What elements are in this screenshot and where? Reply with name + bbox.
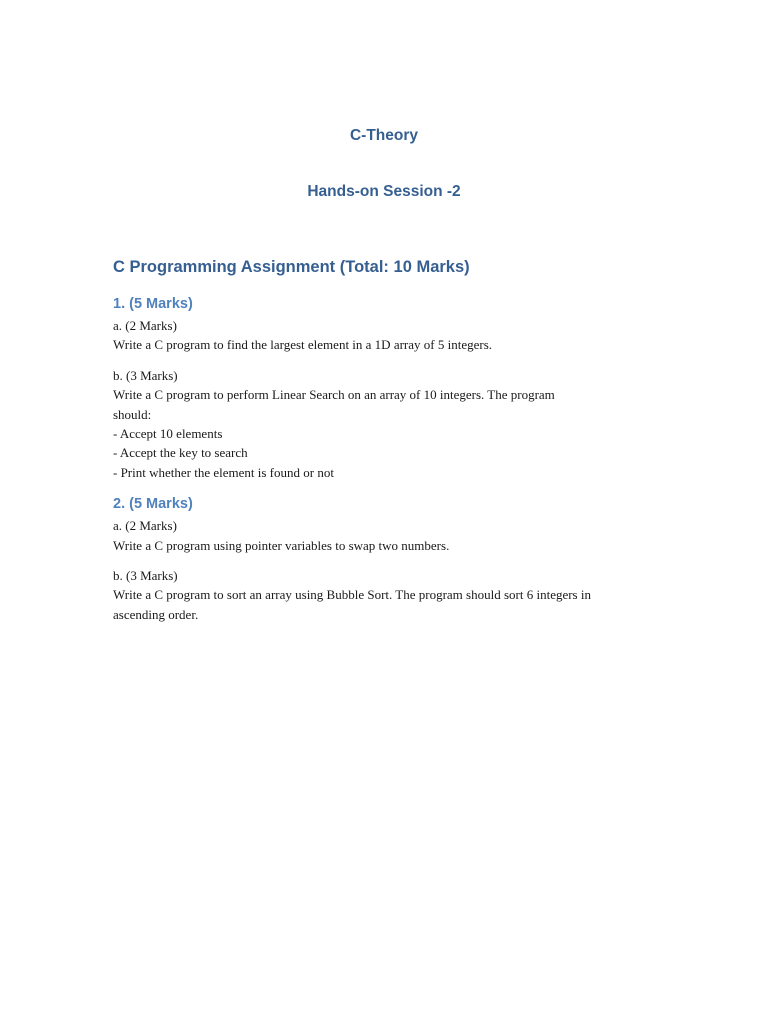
document-subtitle: Hands-on Session -2 (307, 183, 461, 200)
question-2 (113, 494, 673, 624)
part-text-line: Write a C program using pointer variables to swap two numbers. (113, 537, 450, 553)
part-text-line: Write a C program to perform Linear Search on an array of 10 integers. The program (113, 387, 555, 403)
question-2-part-a (113, 516, 673, 555)
document-title: C-Theory (349, 127, 419, 144)
question-1 (113, 294, 673, 482)
part-text-line: should: (113, 406, 152, 422)
part-list-item: - Accept the key to search (113, 445, 248, 461)
question-1-part-b (113, 366, 673, 482)
part-label: a. (2 Marks) (113, 318, 177, 333)
part-label: b. (3 Marks) (113, 367, 178, 383)
part-text-line: Write a C program to sort an array using Bubble Sort. The program should sort 6 integers in (113, 587, 591, 603)
question-1-part-a (113, 316, 673, 355)
part-text-line: Write a C program to find the largest element in a 1D array of 5 integers. (113, 337, 492, 353)
part-label: b. (3 Marks) (113, 568, 178, 584)
document-body (113, 256, 673, 624)
question-2-part-b (113, 566, 673, 624)
part-label: a. (2 Marks) (113, 518, 177, 534)
question-2-heading: 2. (5 Marks) (113, 496, 193, 513)
assignment-heading: C Programming Assignment (Total: 10 Marks) (113, 258, 470, 276)
part-list-item: - Accept 10 elements (113, 426, 223, 442)
question-1-heading: 1. (5 Marks) (113, 296, 193, 312)
part-text-line: ascending order. (113, 606, 199, 622)
part-list-item: - Print whether the element is found or not (113, 464, 334, 480)
